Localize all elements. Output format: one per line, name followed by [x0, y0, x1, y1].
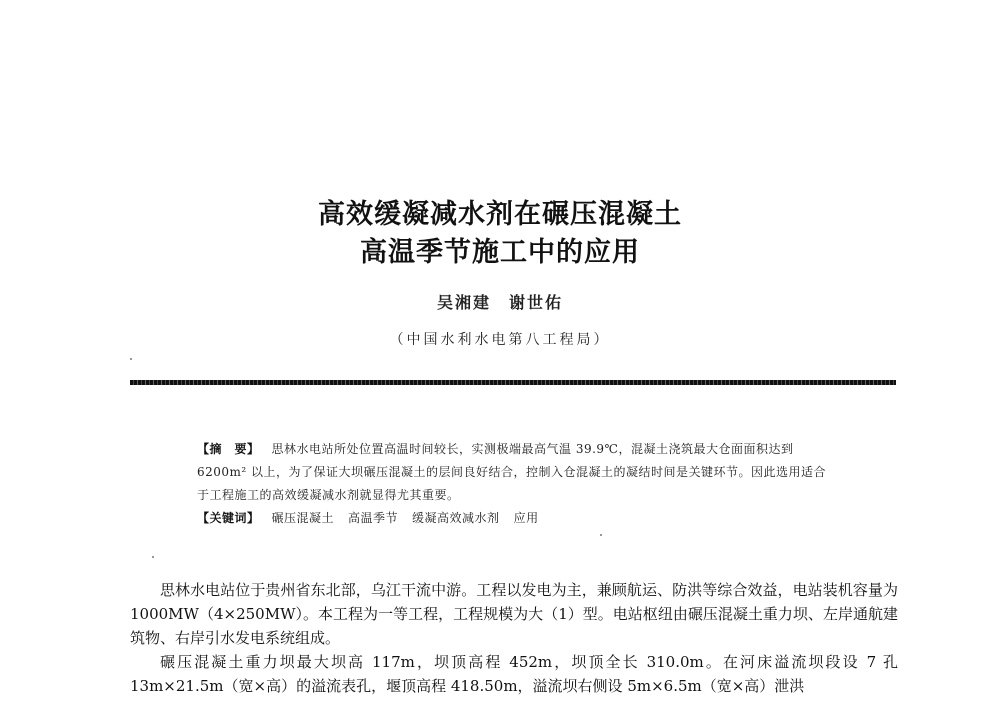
header-rule — [130, 380, 896, 385]
affiliation: （中国水利水电第八工程局） — [389, 332, 611, 348]
abstract-paragraph — [197, 438, 837, 507]
scan-speck — [152, 556, 154, 558]
abstract-block — [197, 438, 837, 530]
body-paragraph-1: 思林水电站位于贵州省东北部，乌江干流中游。工程以发电为主，兼顾航运、防洪等综合效益，电站装机容量为 1000MW（4×250MW）。本工程为一等工程，工程规模为大（1）型。电站枢纽由碾压混凝土重力坝、左岸通航建筑物、右岸引水发电系统组成。 — [130, 581, 898, 647]
keyword-item: 缓凝高效减水剂 — [412, 511, 500, 525]
keyword-item: 碾压混凝土 — [271, 511, 335, 525]
keywords-label: 【关键词】 — [197, 511, 260, 525]
scan-speck — [600, 534, 602, 536]
scan-speck — [130, 358, 132, 360]
body-text — [130, 578, 898, 698]
authors: 吴湘建 谢世佑 — [436, 293, 563, 312]
body-paragraph-2: 碾压混凝土重力坝最大坝高 117m，坝顶高程 452m，坝顶全长 310.0m。在河床溢流坝段设 7 孔 13m×21.5m（宽×高）的溢流表孔，堰顶高程 418.50m，溢流坝右侧设 5m×6.5m（宽×高）泄洪 — [130, 653, 898, 695]
keyword-item: 应用 — [513, 511, 539, 525]
keyword-item: 高温季节 — [348, 511, 399, 525]
abstract-text: 思林水电站所处位置高温时间较长，实测极端最高气温 39.9℃，混凝土浇筑最大仓面面积达到 6200m² 以上，为了保证大坝碾压混凝土的层间良好结合，控制入仓混凝土的凝结时间是关键环节。因此选用适合于工程施工的高效缓凝减水剂就显得尤其重要。 — [197, 442, 827, 502]
paper-title-line-1: 高效缓凝减水剂在碾压混凝土 — [318, 199, 682, 230]
abstract-label: 【摘 要】 — [197, 442, 260, 456]
paper-title-line-2: 高温季节施工中的应用 — [360, 237, 640, 268]
keywords-line — [197, 507, 837, 530]
